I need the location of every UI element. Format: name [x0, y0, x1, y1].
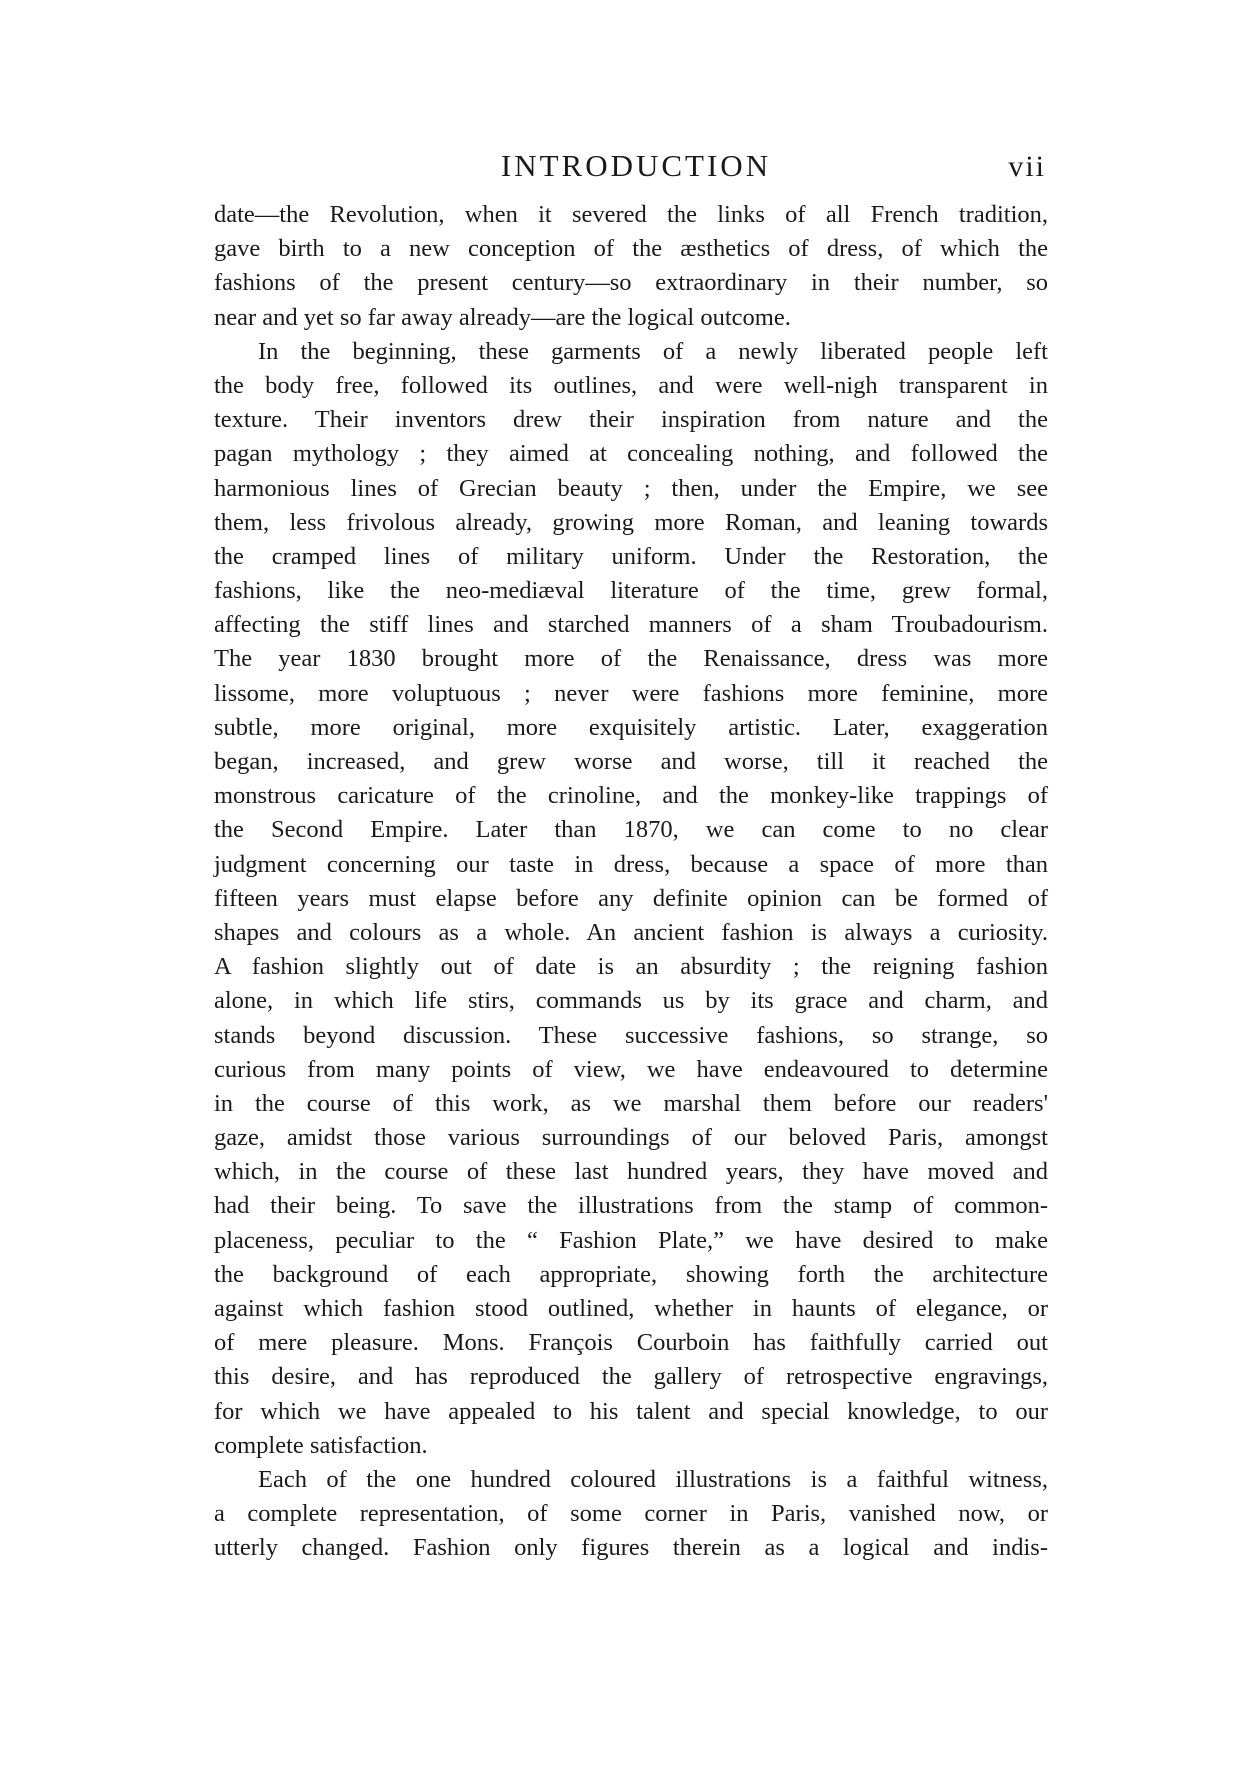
text-line: against which fashion stood outlined, whether in haunts of elegance, or [214, 1295, 1048, 1322]
text-line: near and yet so far away already—are the logical outcome. [214, 303, 791, 331]
text-line: lissome, more voluptuous ; never were fashions more feminine, more [214, 679, 1048, 707]
text-line: of mere pleasure. Mons. François Courboin has faithfully carried out [214, 1329, 1048, 1357]
paragraph-2 [214, 335, 1048, 1463]
text-line: subtle, more original, more exquisitely artistic. Later, exaggeration [214, 713, 1048, 741]
text-line: judgment concerning our taste in dress, because a space of more than [214, 850, 1048, 878]
text-line: this desire, and has reproduced the gallery of retrospective engravings, [214, 1363, 1048, 1391]
text-line: curious from many points of view, we have endeavoured to determine [214, 1055, 1048, 1083]
text-line: stands beyond discussion. These successive fashions, so strange, so [214, 1021, 1048, 1049]
text-line: the background of each appropriate, showing forth the architecture [214, 1260, 1048, 1288]
text-line: for which we have appealed to his talent and special knowledge, to our [214, 1397, 1048, 1425]
text-line: date—the Revolution, when it severed the links of all French tradition, [214, 201, 1048, 228]
text-line: monstrous caricature of the crinoline, and the monkey-like trappings of [214, 782, 1048, 810]
text-line: fifteen years must elapse before any definite opinion can be formed of [214, 884, 1048, 912]
text-line: fashions, like the neo-mediæval literature of the time, grew formal, [214, 577, 1048, 605]
text-line: In the beginning, these garments of a newly liberated people left [258, 337, 1048, 365]
chapter-title: INTRODUCTION [500, 148, 772, 183]
text-line: in the course of this work, as we marshal them before our readers' [214, 1089, 1048, 1117]
text-line: utterly changed. Fashion only figures therein as a logical and indis- [214, 1534, 1048, 1562]
paragraph-1 [214, 198, 1048, 335]
text-line: A fashion slightly out of date is an absurdity ; the reigning fashion [214, 953, 1048, 981]
text-line: the Second Empire. Later than 1870, we can come to no clear [214, 816, 1048, 844]
text-line: Each of the one hundred coloured illustrations is a faithful witness, [258, 1465, 1048, 1493]
text-line: had their being. To save the illustrations from the stamp of common- [214, 1192, 1048, 1220]
text-line: the cramped lines of military uniform. Under the Restoration, the [214, 542, 1048, 570]
text-line: a complete representation, of some corner in Paris, vanished now, or [214, 1500, 1048, 1528]
text-line: began, increased, and grew worse and worse, till it reached the [214, 748, 1048, 775]
text-line: gave birth to a new conception of the æsthetics of dress, of which the [214, 235, 1048, 263]
text-line: pagan mythology ; they aimed at concealing nothing, and followed the [214, 440, 1048, 468]
text-line: shapes and colours as a whole. An ancient fashion is always a curiosity. [214, 918, 1048, 946]
text-line: The year 1830 brought more of the Renaissance, dress was more [214, 645, 1048, 673]
book-page [214, 148, 1048, 1566]
text-line: which, in the course of these last hundred years, they have moved and [214, 1158, 1048, 1186]
paragraph-3 [214, 1463, 1048, 1566]
text-line: harmonious lines of Grecian beauty ; then, under the Empire, we see [214, 474, 1048, 502]
text-line: texture. Their inventors drew their inspiration from nature and the [214, 406, 1048, 434]
text-line: placeness, peculiar to the “ Fashion Plate,” we have desired to make [214, 1226, 1048, 1254]
body-text [214, 198, 1048, 1566]
running-head [214, 148, 1048, 188]
text-line: alone, in which life stirs, commands us by its grace and charm, and [214, 987, 1048, 1015]
page-number: vii [1008, 150, 1046, 183]
text-line: them, less frivolous already, growing more Roman, and leaning towards [214, 508, 1048, 536]
text-line: affecting the stiff lines and starched manners of a sham Troubadourism. [214, 611, 1048, 639]
text-line: fashions of the present century—so extraordinary in their number, so [214, 269, 1048, 297]
text-line: gaze, amidst those various surroundings of our beloved Paris, amongst [214, 1124, 1048, 1152]
text-line: the body free, followed its outlines, and were well-nigh transparent in [214, 371, 1048, 399]
text-line: complete satisfaction. [214, 1431, 428, 1459]
